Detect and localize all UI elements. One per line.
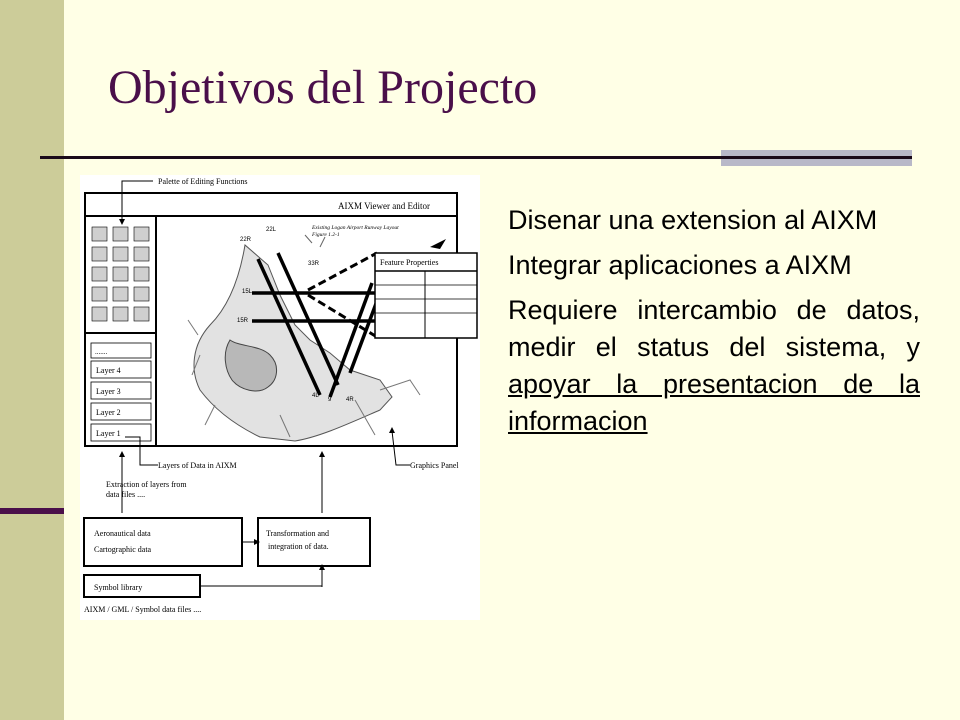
runway-4r: 4R (346, 397, 354, 403)
runway-4l: 4L (312, 393, 319, 399)
runway-22l: 22L (266, 227, 277, 233)
cartographic-data: Cartographic data (94, 545, 152, 554)
runway-33r: 33R (308, 261, 320, 267)
palette-button (134, 247, 149, 261)
north-arrow-icon (430, 239, 446, 249)
feature-properties-title: Feature Properties (380, 258, 439, 267)
palette-button (134, 267, 149, 281)
palette-label: Palette of Editing Functions (158, 177, 248, 186)
viewer-title: AIXM Viewer and Editor (338, 201, 431, 211)
palette-button (134, 307, 149, 321)
bullet-underlined-text: apoyar la presentacion de la informacion (508, 369, 920, 436)
runway-22r: 22R (240, 237, 252, 243)
map-figure-number: Figure 1.2-1 (312, 232, 340, 238)
palette-button (92, 267, 107, 281)
palette-button (92, 307, 107, 321)
palette-button (113, 307, 128, 321)
aeronautical-data: Aeronautical data (94, 529, 151, 538)
integration-label: integration of data. (268, 542, 329, 551)
palette-button (92, 247, 107, 261)
runway-15r: 15R (237, 318, 249, 324)
palette-button-grid (92, 227, 149, 321)
symbol-library-label: Symbol library (94, 583, 143, 592)
palette-button (134, 227, 149, 241)
layers-of-data-label: Layers of Data in AIXM (158, 461, 237, 470)
extraction-label-line2: data files .... (106, 490, 146, 499)
layer-list (91, 361, 151, 441)
slide-title: Objetivos del Projecto (108, 61, 538, 114)
transformation-label: Transformation and (266, 529, 330, 538)
bullet-item: Disenar una extension al AIXM (508, 205, 878, 235)
aixm-system-diagram (80, 175, 480, 620)
runway-15l: 15L (242, 289, 253, 295)
palette-button (92, 227, 107, 241)
palette-button (113, 287, 128, 301)
left-sidebar-bar (0, 0, 64, 720)
bullet-text: Requiere intercambio de datos, medir el status del sistema, y (508, 295, 920, 362)
palette-button (134, 287, 149, 301)
palette-button (113, 247, 128, 261)
map-caption: Existing Logan Airport Runway Layout (312, 225, 399, 231)
footer-label: AIXM / GML / Symbol data files .... (84, 605, 202, 614)
title-divider-accent (721, 150, 912, 166)
extraction-label: Extraction of layers from (106, 480, 187, 489)
feature-properties-table (375, 253, 477, 338)
palette-button (113, 267, 128, 281)
left-sidebar-accent (0, 508, 64, 514)
palette-button (92, 287, 107, 301)
graphics-panel-label: Graphics Panel (410, 461, 459, 470)
palette-button (113, 227, 128, 241)
layer-4: Layer 4 (96, 366, 121, 375)
layer-3: Layer 3 (96, 387, 121, 396)
bullet-list (508, 202, 920, 446)
bullet-item (508, 292, 920, 440)
runway-9: 9 (328, 397, 332, 403)
layer-dots: ....... (95, 348, 108, 356)
layer-2: Layer 2 (96, 408, 121, 417)
bullet-item: Integrar aplicaciones a AIXM (508, 250, 852, 280)
layer-1: Layer 1 (96, 429, 121, 438)
data-sources-box (84, 518, 242, 566)
